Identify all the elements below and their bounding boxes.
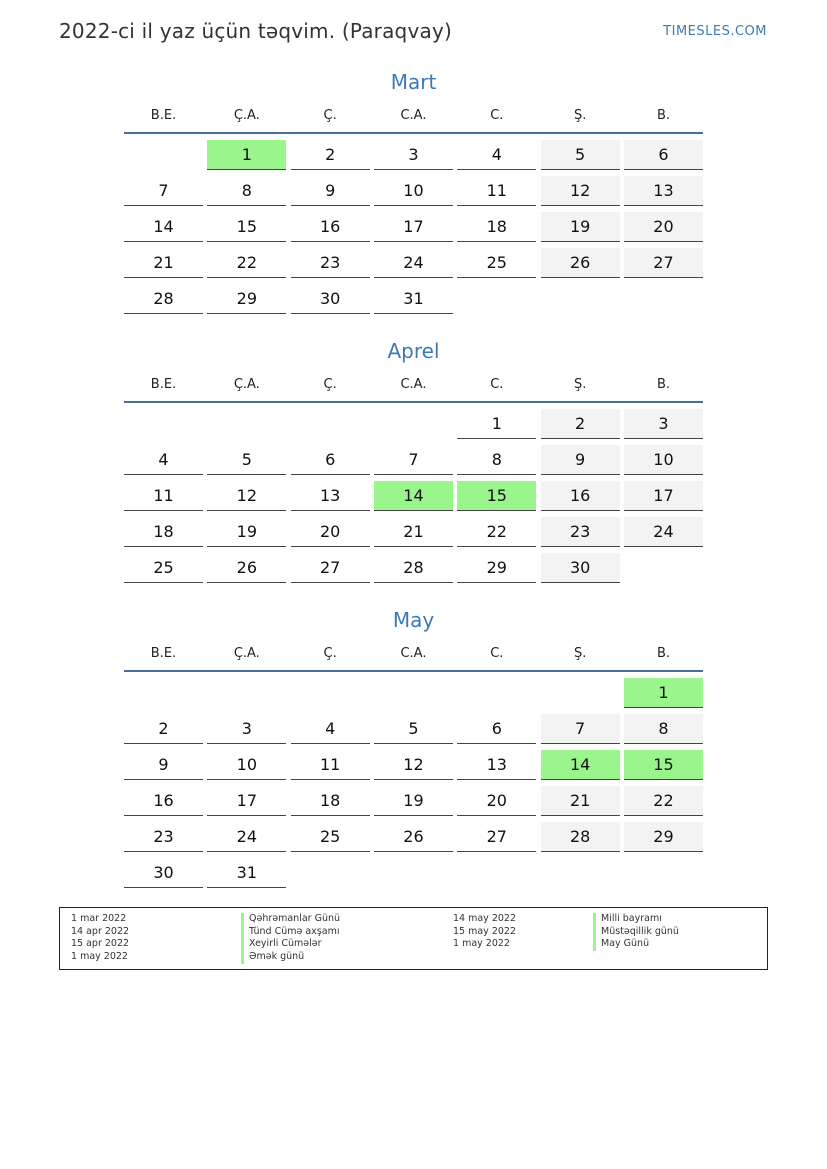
day-cell[interactable]: 12 [541,176,620,206]
day-cell[interactable]: 26 [541,248,620,278]
day-cell[interactable]: 18 [291,786,370,816]
weekday-label: Ç. [323,108,337,123]
day-cell[interactable]: 13 [291,481,370,511]
day-cell[interactable]: 29 [624,822,703,852]
day-cell[interactable]: 31 [374,284,453,314]
holiday-day-cell[interactable]: 1 [207,140,286,170]
day-cell[interactable]: 28 [541,822,620,852]
day-cell[interactable]: 28 [374,553,453,583]
holiday-legend [59,907,768,970]
day-cell[interactable]: 10 [624,445,703,475]
weekday-header [124,105,703,129]
day-cell[interactable]: 28 [124,284,203,314]
weekday-header [124,374,703,398]
day-cell[interactable]: 15 [207,212,286,242]
day-cell[interactable]: 22 [457,517,536,547]
empty-day-cell [374,678,453,707]
legend-date: 1 may 2022 [71,951,128,963]
day-cell[interactable]: 2 [124,714,203,744]
day-cell[interactable]: 3 [624,409,703,439]
weekday-label: Ş. [573,646,587,661]
day-cell[interactable]: 6 [291,445,370,475]
day-grid [124,409,703,583]
day-cell[interactable]: 9 [541,445,620,475]
day-grid [124,140,703,314]
holiday-day-cell[interactable]: 1 [624,678,703,708]
month-title: May [392,608,435,632]
legend-date: 15 apr 2022 [71,938,130,950]
legend-holiday-name: Tünd Cümə axşamı [241,926,340,939]
legend-holiday-name: Müstəqillik günü [593,926,679,939]
day-cell[interactable]: 13 [624,176,703,206]
empty-day-cell [291,678,370,707]
day-cell[interactable]: 5 [374,714,453,744]
day-cell[interactable]: 31 [207,858,286,888]
day-cell[interactable]: 16 [541,481,620,511]
day-cell[interactable]: 23 [541,517,620,547]
day-cell[interactable]: 8 [207,176,286,206]
weekday-label: Ç.A. [233,108,260,123]
legend-date: 15 may 2022 [453,925,517,937]
header-divider [124,132,703,134]
day-cell[interactable]: 26 [374,822,453,852]
weekday-label: B.E. [150,108,177,123]
day-cell[interactable]: 1 [457,409,536,439]
legend-holiday-name: Milli bayramı [593,913,679,926]
holiday-day-cell[interactable]: 14 [541,750,620,780]
weekday-label: B. [656,108,670,123]
page-title: 2022-ci il yaz üçün təqvim. (Paraqvay) [59,19,452,43]
day-cell[interactable]: 30 [124,858,203,888]
day-cell[interactable]: 19 [207,517,286,547]
day-cell[interactable]: 3 [207,714,286,744]
day-cell[interactable]: 13 [457,750,536,780]
day-cell[interactable]: 16 [291,212,370,242]
day-cell[interactable]: 21 [541,786,620,816]
weekday-label: B. [656,377,670,392]
day-cell[interactable]: 9 [291,176,370,206]
day-cell[interactable]: 30 [541,553,620,583]
legend-date: 14 apr 2022 [71,925,130,937]
day-cell[interactable]: 27 [291,553,370,583]
day-cell[interactable]: 17 [207,786,286,816]
day-cell[interactable]: 4 [124,445,203,475]
day-cell[interactable]: 23 [291,248,370,278]
empty-day-cell [541,678,620,707]
weekday-label: C. [490,108,504,123]
day-cell[interactable]: 25 [291,822,370,852]
day-cell[interactable]: 18 [457,212,536,242]
day-cell[interactable]: 4 [291,714,370,744]
day-cell[interactable]: 17 [624,481,703,511]
day-cell[interactable]: 25 [457,248,536,278]
month-may [124,607,703,888]
day-cell[interactable]: 7 [541,714,620,744]
legend-dates-right [453,913,516,951]
day-cell[interactable]: 4 [457,140,536,170]
day-cell[interactable]: 12 [207,481,286,511]
legend-date: 1 may 2022 [453,938,510,950]
holiday-day-cell[interactable]: 14 [374,481,453,511]
day-cell[interactable]: 23 [124,822,203,852]
day-cell[interactable]: 24 [624,517,703,547]
empty-day-cell [291,409,370,438]
day-cell[interactable]: 7 [124,176,203,206]
day-cell[interactable]: 27 [624,248,703,278]
day-cell[interactable]: 6 [624,140,703,170]
legend-date: 14 may 2022 [453,913,517,924]
day-cell[interactable]: 29 [457,553,536,583]
weekday-label: Ş. [573,108,587,123]
legend-names-left [241,913,340,964]
day-cell[interactable]: 21 [124,248,203,278]
day-grid [124,678,703,888]
weekday-label: Ç. [323,377,337,392]
weekday-label: C.A. [400,646,427,661]
empty-day-cell [124,409,203,438]
month-title: Mart [390,70,437,94]
day-cell[interactable]: 18 [124,517,203,547]
month-march [124,69,703,314]
day-cell[interactable]: 16 [124,786,203,816]
day-cell[interactable]: 5 [207,445,286,475]
empty-day-cell [374,409,453,438]
day-cell[interactable]: 8 [457,445,536,475]
month-april [124,338,703,583]
empty-day-cell [124,678,203,707]
empty-day-cell [457,678,536,707]
day-cell[interactable]: 11 [124,481,203,511]
day-cell[interactable]: 21 [374,517,453,547]
weekday-label: Ç.A. [233,377,260,392]
day-cell[interactable]: 9 [124,750,203,780]
day-cell[interactable]: 20 [291,517,370,547]
holiday-day-cell[interactable]: 15 [457,481,536,511]
day-cell[interactable]: 5 [541,140,620,170]
day-cell[interactable]: 29 [207,284,286,314]
day-cell[interactable]: 20 [457,786,536,816]
header-divider [124,401,703,403]
legend-holiday-name: May Günü [593,938,679,951]
day-cell[interactable]: 22 [624,786,703,816]
day-cell[interactable]: 26 [207,553,286,583]
legend-names-right [593,913,679,951]
legend-holiday-name: Əmək günü [241,951,340,964]
day-cell[interactable]: 2 [291,140,370,170]
day-cell[interactable]: 11 [457,176,536,206]
day-cell[interactable]: 30 [291,284,370,314]
day-cell[interactable]: 20 [624,212,703,242]
weekday-label: C.A. [400,108,427,123]
day-cell[interactable]: 17 [374,212,453,242]
day-cell[interactable]: 27 [457,822,536,852]
weekday-label: C.A. [400,377,427,392]
legend-holiday-name: Qəhrəmanlar Günü [241,913,340,926]
weekday-label: B.E. [150,646,177,661]
holiday-day-cell[interactable]: 15 [624,750,703,780]
weekday-label: C. [490,646,504,661]
day-cell[interactable]: 19 [541,212,620,242]
weekday-label: Ç.A. [233,646,260,661]
empty-day-cell [207,409,286,438]
weekday-label: Ç. [323,646,337,661]
day-cell[interactable]: 24 [374,248,453,278]
day-cell[interactable]: 12 [374,750,453,780]
day-cell[interactable]: 10 [207,750,286,780]
weekday-label: C. [490,377,504,392]
brand-logo-text[interactable]: TIMESLES.COM [663,24,767,39]
day-cell[interactable]: 7 [374,445,453,475]
day-cell[interactable]: 14 [124,212,203,242]
empty-day-cell [124,140,203,169]
day-cell[interactable]: 3 [374,140,453,170]
legend-holiday-name: Xeyirli Cümələr [241,938,340,951]
day-cell[interactable]: 24 [207,822,286,852]
day-cell[interactable]: 10 [374,176,453,206]
month-title: Aprel [387,339,440,363]
weekday-label: B.E. [150,377,177,392]
day-cell[interactable]: 6 [457,714,536,744]
day-cell[interactable]: 11 [291,750,370,780]
legend-date: 1 mar 2022 [71,913,127,924]
day-cell[interactable]: 19 [374,786,453,816]
weekday-label: B. [656,646,670,661]
weekday-label: Ş. [573,377,587,392]
empty-day-cell [207,678,286,707]
day-cell[interactable]: 8 [624,714,703,744]
day-cell[interactable]: 25 [124,553,203,583]
day-cell[interactable]: 2 [541,409,620,439]
legend-dates-left [71,913,129,964]
header-divider [124,670,703,672]
day-cell[interactable]: 22 [207,248,286,278]
weekday-header [124,643,703,667]
